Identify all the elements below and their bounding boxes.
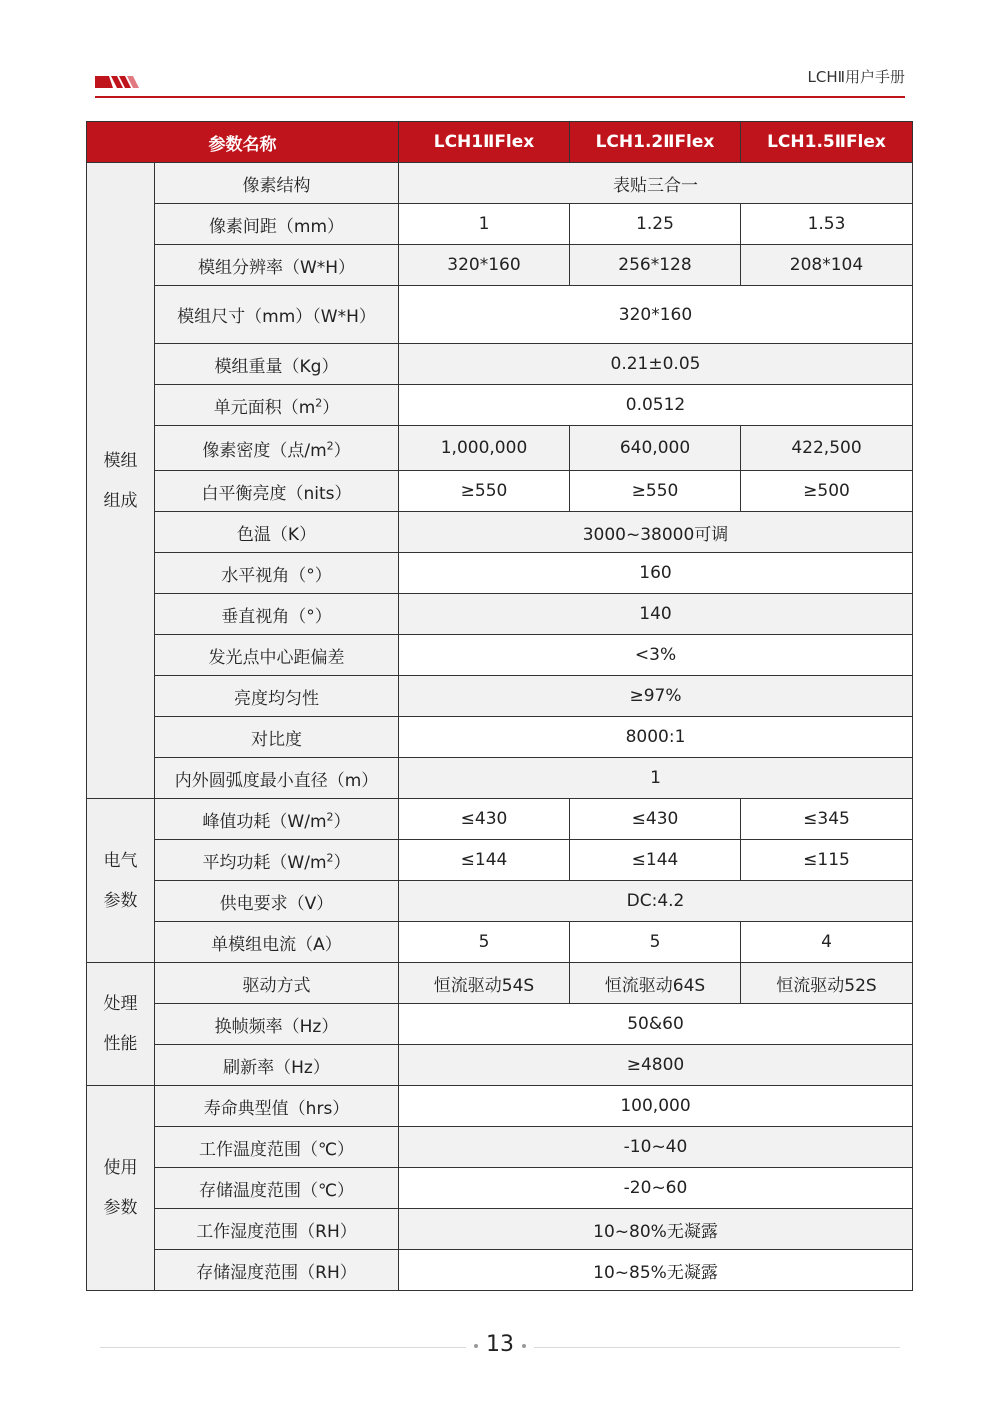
- superscript: 2: [315, 395, 323, 409]
- table-row: [87, 344, 913, 385]
- param-value: 50&60: [399, 1004, 913, 1045]
- param-value: 恒流驱动52S: [741, 963, 913, 1004]
- param-name: [155, 385, 399, 426]
- param-name-text: ）: [333, 852, 351, 873]
- param-value: 3000~38000可调: [399, 512, 913, 553]
- column-header-lch1-5: LCH1.5ⅡFlex: [741, 122, 913, 163]
- group-label: [87, 1086, 155, 1291]
- param-value: 320*160: [399, 286, 913, 344]
- param-value: 1,000,000: [399, 426, 570, 471]
- param-name: 存储温度范围（℃）: [155, 1168, 399, 1209]
- table-row: [87, 1250, 913, 1291]
- table-row: [87, 840, 913, 881]
- param-value: 320*160: [399, 245, 570, 286]
- param-name: 寿命典型值（hrs）: [155, 1086, 399, 1127]
- param-name: 像素间距（mm）: [155, 204, 399, 245]
- param-name-text: ）: [333, 811, 351, 832]
- param-value: ≥550: [399, 471, 570, 512]
- param-name: 色温（K）: [155, 512, 399, 553]
- table-row: [87, 471, 913, 512]
- param-name-text: 像素密度（点/m: [202, 440, 327, 461]
- param-name: [155, 426, 399, 471]
- table-row: [87, 512, 913, 553]
- param-name: 工作湿度范围（RH）: [155, 1209, 399, 1250]
- superscript: 2: [326, 809, 334, 823]
- param-value: DC:4.2: [399, 881, 913, 922]
- param-value: ≤144: [570, 840, 741, 881]
- group-label-line: 模组: [103, 450, 138, 471]
- table-row: [87, 963, 913, 1004]
- param-name: 单模组电流（A）: [155, 922, 399, 963]
- param-value: <3%: [399, 635, 913, 676]
- param-value: 1: [399, 204, 570, 245]
- superscript: 2: [326, 850, 334, 864]
- group-label: [87, 799, 155, 963]
- param-value: 160: [399, 553, 913, 594]
- table-row: [87, 204, 913, 245]
- param-name: 驱动方式: [155, 963, 399, 1004]
- param-value: ≤430: [570, 799, 741, 840]
- param-name: [155, 799, 399, 840]
- param-name: 模组分辨率（W*H）: [155, 245, 399, 286]
- spec-table: [86, 121, 913, 1291]
- group-label-line: 组成: [103, 490, 138, 511]
- table-row: [87, 717, 913, 758]
- column-header-lch1-2: LCH1.2ⅡFlex: [570, 122, 741, 163]
- param-value: ≤430: [399, 799, 570, 840]
- param-value: 208*104: [741, 245, 913, 286]
- group-label-line: 参数: [103, 1198, 138, 1218]
- param-value: 10~85%无凝露: [399, 1250, 913, 1291]
- param-value: -20~60: [399, 1168, 913, 1209]
- table-row: [87, 594, 913, 635]
- footer-dot-right: [522, 1344, 526, 1348]
- group-label-line: 使用: [103, 1158, 138, 1178]
- param-name: 白平衡亮度（nits）: [155, 471, 399, 512]
- group-label-line: 参数: [103, 890, 138, 911]
- superscript: 2: [326, 438, 334, 452]
- table-row: [87, 385, 913, 426]
- param-value: 恒流驱动64S: [570, 963, 741, 1004]
- table-row: [87, 245, 913, 286]
- column-header-param: 参数名称: [87, 122, 399, 163]
- param-value: 640,000: [570, 426, 741, 471]
- param-name: 存储湿度范围（RH）: [155, 1250, 399, 1291]
- param-value: ≥97%: [399, 676, 913, 717]
- param-value: 0.0512: [399, 385, 913, 426]
- param-value: ≤345: [741, 799, 913, 840]
- table-row: [87, 1168, 913, 1209]
- param-value: 4: [741, 922, 913, 963]
- page-number: 13: [486, 1332, 514, 1357]
- param-value: 表贴三合一: [399, 163, 913, 204]
- table-row: [87, 676, 913, 717]
- param-name: 供电要求（V）: [155, 881, 399, 922]
- param-name: 像素结构: [155, 163, 399, 204]
- param-value: -10~40: [399, 1127, 913, 1168]
- param-name: 刷新率（Hz）: [155, 1045, 399, 1086]
- param-name-text: 单元面积（m: [213, 397, 316, 418]
- document-title: LCHⅡ用户手册: [807, 68, 905, 86]
- param-value: 256*128: [570, 245, 741, 286]
- column-header-lch1: LCH1ⅡFlex: [399, 122, 570, 163]
- group-label-line: 性能: [103, 1034, 138, 1054]
- param-name-text: 平均功耗（W/m: [202, 852, 327, 873]
- param-value: ≥500: [741, 471, 913, 512]
- param-name: 水平视角（°）: [155, 553, 399, 594]
- param-name: 亮度均匀性: [155, 676, 399, 717]
- table-row: [87, 922, 913, 963]
- param-value: 恒流驱动54S: [399, 963, 570, 1004]
- table-row: [87, 426, 913, 471]
- param-value: 422,500: [741, 426, 913, 471]
- param-name: 发光点中心距偏差: [155, 635, 399, 676]
- param-value: 5: [570, 922, 741, 963]
- param-name-text: 峰值功耗（W/m: [202, 811, 327, 832]
- param-value: 0.21±0.05: [399, 344, 913, 385]
- param-value: 10~80%无凝露: [399, 1209, 913, 1250]
- brand-logo-icon: [95, 76, 141, 88]
- param-name: 模组尺寸（mm）（W*H）: [155, 286, 399, 344]
- table-row: [87, 758, 913, 799]
- group-label: [87, 163, 155, 799]
- param-value: 100,000: [399, 1086, 913, 1127]
- header-rule: [95, 96, 905, 98]
- table-row: [87, 799, 913, 840]
- param-name: [155, 840, 399, 881]
- param-value: ≤115: [741, 840, 913, 881]
- table-row: [87, 881, 913, 922]
- table-row: [87, 1086, 913, 1127]
- param-name: 工作温度范围（℃）: [155, 1127, 399, 1168]
- param-value: 140: [399, 594, 913, 635]
- param-value: 1.25: [570, 204, 741, 245]
- param-value: 8000:1: [399, 717, 913, 758]
- param-name-text: ）: [322, 397, 340, 418]
- param-value: ≥550: [570, 471, 741, 512]
- param-value: 5: [399, 922, 570, 963]
- group-label: [87, 963, 155, 1086]
- param-value: ≤144: [399, 840, 570, 881]
- param-value: ≥4800: [399, 1045, 913, 1086]
- table-row: [87, 635, 913, 676]
- table-header-row: [87, 122, 913, 163]
- table-row: [87, 1004, 913, 1045]
- param-name-text: ）: [333, 440, 351, 461]
- footer-rule-right: [534, 1347, 900, 1348]
- table-row: [87, 1045, 913, 1086]
- group-label-line: 处理: [103, 994, 138, 1014]
- param-value: 1: [399, 758, 913, 799]
- param-name: 模组重量（Kg）: [155, 344, 399, 385]
- param-name: 换帧频率（Hz）: [155, 1004, 399, 1045]
- table-row: [87, 1209, 913, 1250]
- param-name: 对比度: [155, 717, 399, 758]
- param-name: 内外圆弧度最小直径（m）: [155, 758, 399, 799]
- param-name: 垂直视角（°）: [155, 594, 399, 635]
- group-label-line: 电气: [103, 850, 138, 871]
- table-row: [87, 286, 913, 344]
- table-row: [87, 553, 913, 594]
- table-row: [87, 163, 913, 204]
- table-row: [87, 1127, 913, 1168]
- param-value: 1.53: [741, 204, 913, 245]
